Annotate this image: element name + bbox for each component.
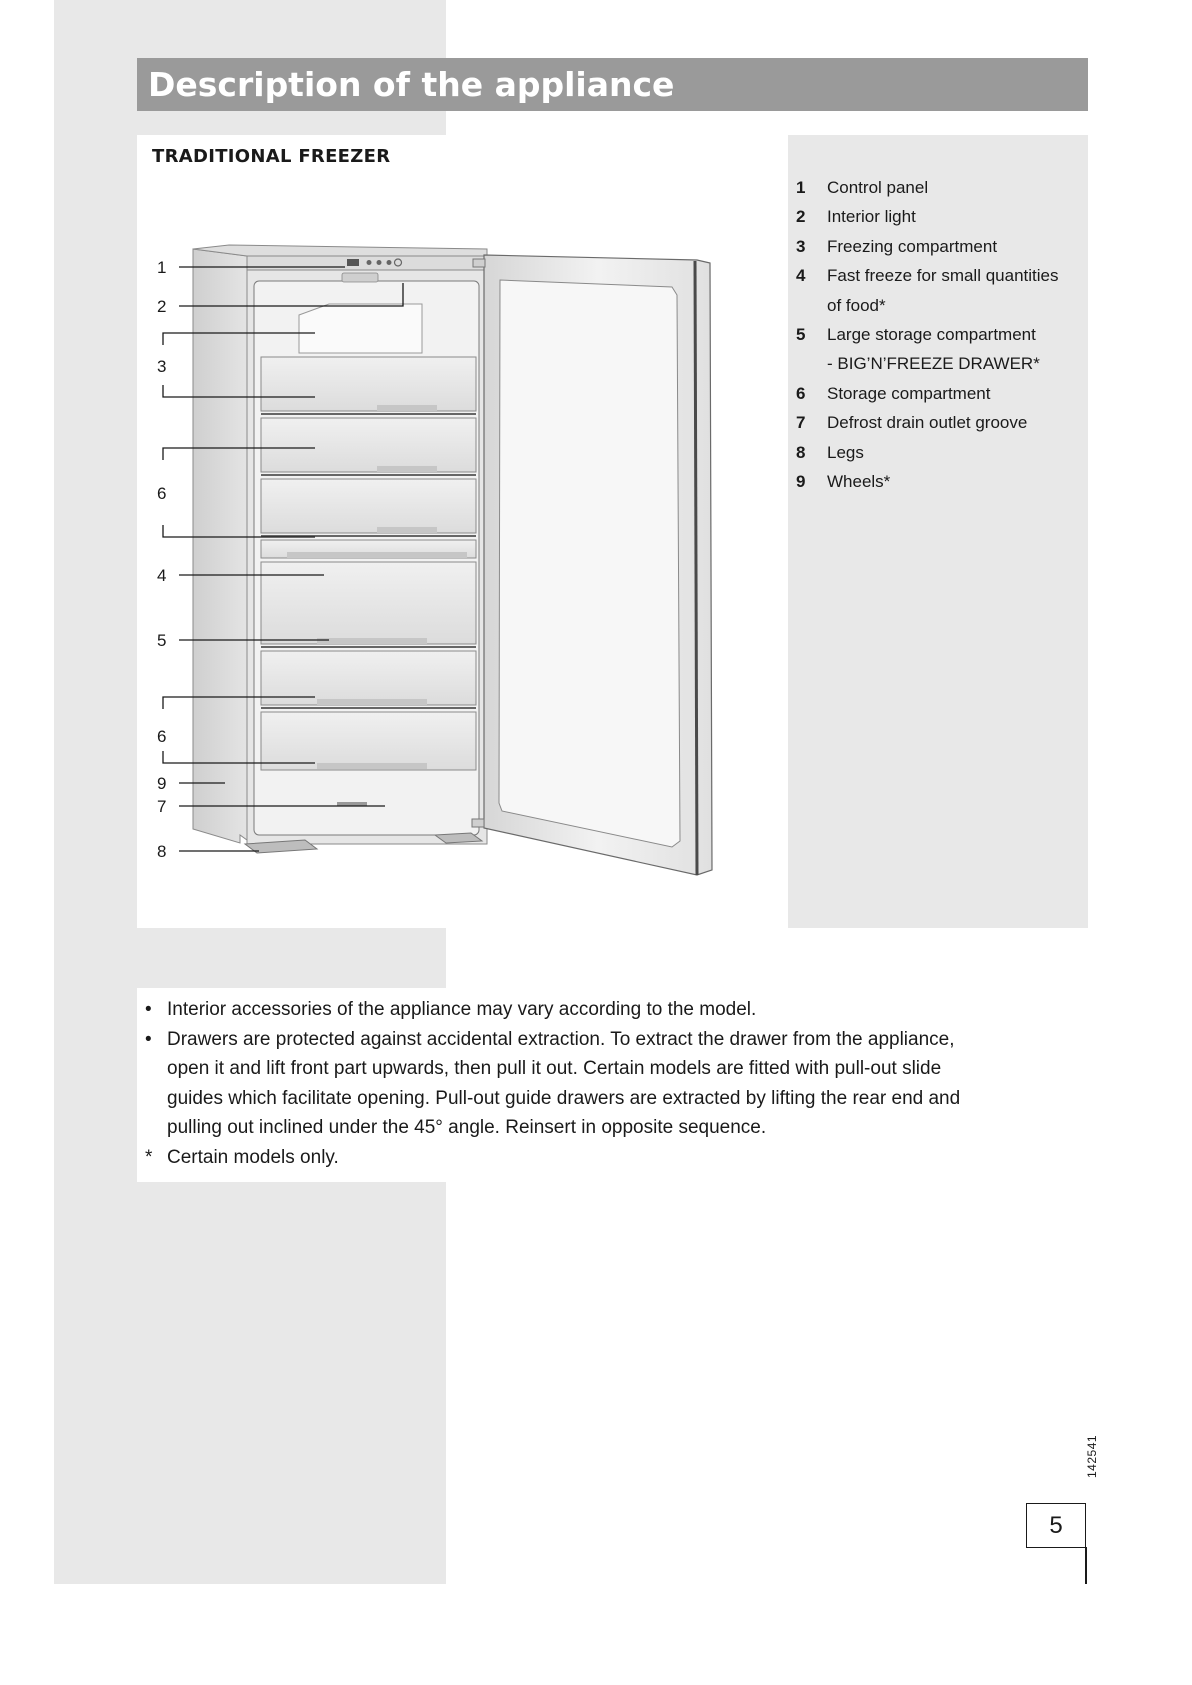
legend-list (796, 173, 1058, 496)
bullet-mark: • (145, 1028, 152, 1050)
interior-light (342, 273, 378, 282)
drawer (261, 712, 476, 770)
legend-item-continuation (796, 291, 1058, 320)
callout-number: 5 (157, 631, 167, 650)
legend-label: - BIG’N’FREEZE DRAWER* (827, 354, 1040, 374)
legend-number: 4 (796, 266, 806, 286)
notes-panel (137, 988, 1088, 1182)
control-knob (377, 260, 382, 265)
callout-number: 7 (157, 797, 167, 816)
legend-label: Defrost drain outlet groove (827, 413, 1028, 433)
drawer (261, 357, 476, 414)
page-number: 5 (1026, 1503, 1086, 1548)
cabinet-top (193, 245, 487, 256)
door-hinge (473, 259, 485, 267)
fast-freeze-drawer (261, 540, 476, 558)
legend-item (796, 320, 1058, 349)
note-line: Certain models only. (167, 1146, 339, 1168)
legend-label: Control panel (827, 178, 929, 197)
note-line: pulling out inclined under the 45° angle. Reinsert in opposite sequence. (167, 1117, 767, 1138)
legend-panel (788, 135, 1088, 928)
legend-item (796, 202, 1058, 231)
figure-title: TRADITIONAL FREEZER (152, 146, 391, 167)
legend-label: of food* (827, 295, 886, 315)
legend-label: Storage compartment (827, 383, 991, 403)
door-gasket (695, 261, 697, 875)
drawer (261, 651, 476, 708)
note-item (145, 1025, 1085, 1143)
legend-item (796, 173, 1058, 202)
legend-number: 5 (796, 325, 806, 345)
callout-number: 6 (157, 727, 167, 746)
page-title: Description of the appliance (137, 58, 1088, 111)
legend-item (796, 408, 1058, 437)
legend-number: 2 (796, 207, 806, 227)
legend-number: 8 (796, 442, 806, 462)
callout-number: 6 (157, 484, 167, 503)
door-hinge (472, 819, 484, 827)
callout-number: 2 (157, 297, 167, 316)
legend-number: 6 (796, 383, 806, 403)
legend-item (796, 232, 1058, 261)
legend-number: 3 (796, 236, 806, 256)
note-line: Interior accessories of the appliance may vary according to the model. (167, 999, 757, 1020)
note-line: Drawers are protected against accidental extraction. To extract the drawer from the appliance, (167, 1028, 955, 1050)
note-item (145, 1143, 1085, 1173)
note-line: guides which facilitate opening. Pull-out guide drawers are extracted by lifting the rear end and (167, 1087, 961, 1109)
control-knob (367, 260, 372, 265)
legend-label: Legs (827, 442, 864, 462)
bullet-mark: • (145, 999, 152, 1020)
legend-item-continuation (796, 349, 1058, 378)
callout-number: 8 (157, 842, 167, 861)
callout-number: 1 (157, 258, 167, 277)
legend-label: Interior light (827, 207, 916, 227)
legend-item (796, 467, 1058, 496)
legend-item (796, 261, 1058, 290)
figure-panel (137, 135, 787, 928)
document-code: 142541 (1085, 1434, 1099, 1478)
legend-item (796, 438, 1058, 467)
drawer (261, 479, 476, 536)
legend-item (796, 379, 1058, 408)
legend-number: 7 (796, 413, 806, 433)
drawer (261, 418, 476, 475)
legend-number: 9 (796, 472, 806, 492)
legend-number: 1 (796, 178, 806, 197)
note-line: open it and lift front part upwards, then pull it out. Certain models are fitted with pull-out slide (167, 1058, 942, 1079)
note-item (145, 995, 1085, 1025)
callout-number: 9 (157, 774, 167, 793)
freezer-diagram (137, 135, 787, 928)
legend-label: Freezing compartment (827, 236, 998, 256)
legend-label: Large storage compartment (827, 325, 1036, 345)
page-number-rule (1085, 1547, 1087, 1584)
control-knob (387, 260, 392, 265)
legend-label: Wheels* (827, 472, 891, 492)
cabinet-side (193, 249, 247, 843)
asterisk-mark: * (145, 1146, 153, 1168)
display-window (347, 259, 359, 266)
callout-number: 3 (157, 357, 167, 376)
freezing-flap (299, 304, 422, 353)
door-inner-panel (499, 280, 680, 847)
notes-list (145, 995, 1085, 1172)
legend-label: Fast freeze for small quantities (827, 266, 1059, 286)
callout-number: 4 (157, 566, 167, 585)
